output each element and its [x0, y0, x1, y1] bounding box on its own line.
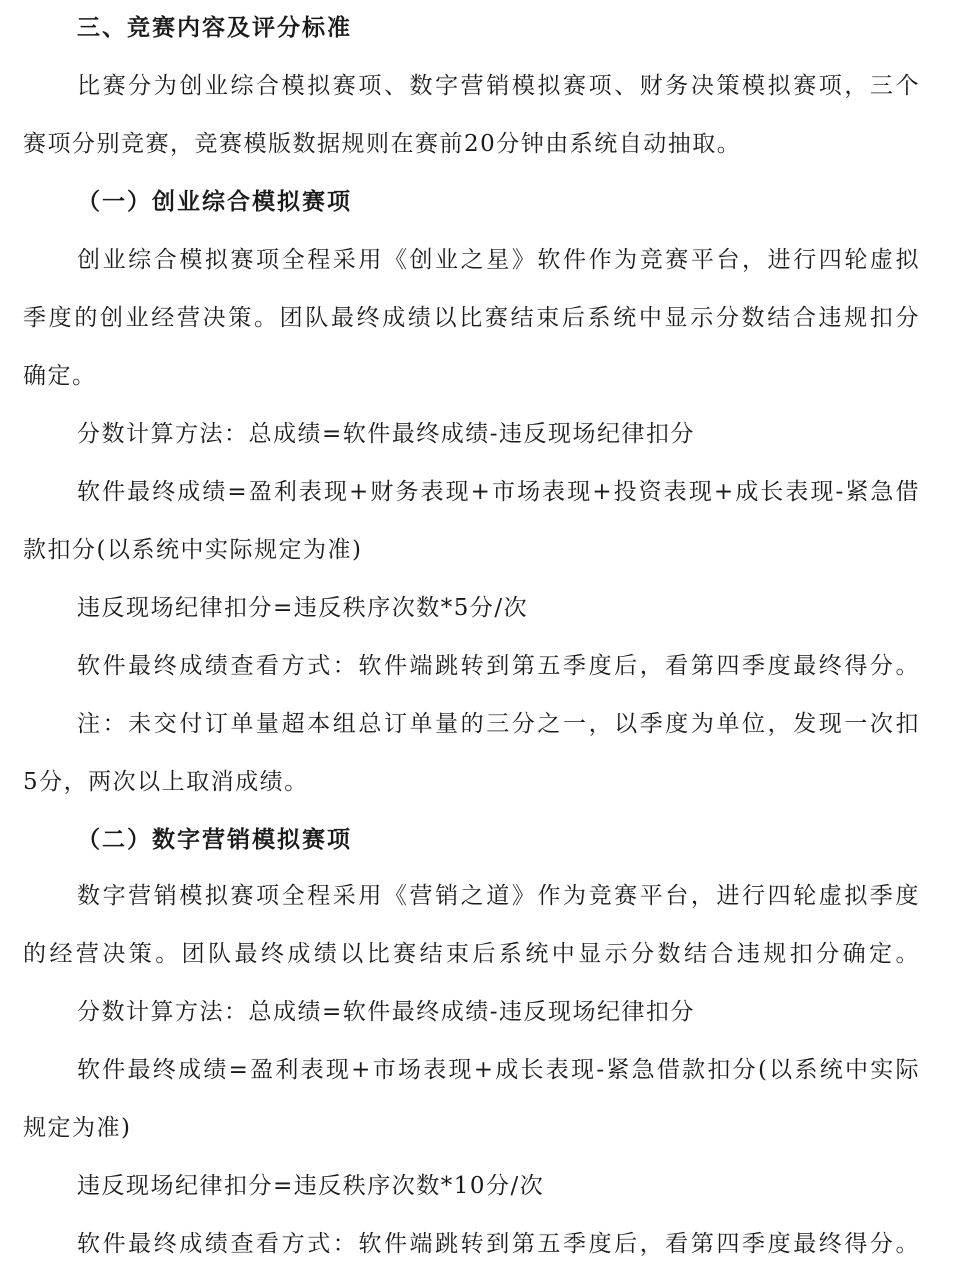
section1-heading: （一）创业综合模拟赛项	[77, 189, 352, 215]
intro-line-1: 比赛分为创业综合模拟赛项、数字营销模拟赛项、财务决策模拟赛项，三个	[77, 73, 920, 99]
section1-software-score-line-2: 款扣分(以系统中实际规定为准)	[23, 537, 363, 563]
section2-view-method: 软件最终成绩查看方式：软件端跳转到第五季度后，看第四季度最终得分。	[77, 1231, 920, 1257]
section2-para-line-1: 数字营销模拟赛项全程采用《营销之道》作为竞赛平台，进行四轮虚拟季度	[77, 883, 920, 909]
section-heading-main: 三、竞赛内容及评分标准	[77, 15, 352, 41]
section1-calc-method: 分数计算方法：总成绩=软件最终成绩-违反现场纪律扣分	[77, 421, 696, 447]
section1-para-line-2: 季度的创业经营决策。团队最终成绩以比赛结束后系统中显示分数结合违规扣分	[23, 305, 920, 331]
section2-heading: （二）数字营销模拟赛项	[77, 827, 352, 853]
section2-violation: 违反现场纪律扣分=违反秩序次数*10分/次	[77, 1173, 545, 1199]
section2-software-score-line-2: 规定为准)	[23, 1115, 132, 1141]
section1-view-method: 软件最终成绩查看方式：软件端跳转到第五季度后，看第四季度最终得分。	[77, 653, 920, 679]
section2-calc-method: 分数计算方法：总成绩=软件最终成绩-违反现场纪律扣分	[77, 999, 696, 1025]
section1-note-line-1: 注：未交付订单量超本组总订单量的三分之一，以季度为单位，发现一次扣	[77, 711, 920, 737]
section1-violation: 违反现场纪律扣分=违反秩序次数*5分/次	[77, 595, 529, 621]
section1-para-line-3: 确定。	[23, 363, 97, 389]
section1-software-score-line-1: 软件最终成绩=盈利表现+财务表现+市场表现+投资表现+成长表现-紧急借	[77, 479, 920, 505]
section2-para-line-2: 的经营决策。团队最终成绩以比赛结束后系统中显示分数结合违规扣分确定。	[23, 941, 920, 967]
section1-note-line-2: 5分，两次以上取消成绩。	[23, 769, 309, 795]
intro-line-2: 赛项分别竞赛，竞赛模版数据规则在赛前20分钟由系统自动抽取。	[23, 131, 742, 157]
section1-para-line-1: 创业综合模拟赛项全程采用《创业之星》软件作为竞赛平台，进行四轮虚拟	[77, 247, 920, 273]
section2-software-score-line-1: 软件最终成绩=盈利表现+市场表现+成长表现-紧急借款扣分(以系统中实际	[77, 1057, 920, 1083]
